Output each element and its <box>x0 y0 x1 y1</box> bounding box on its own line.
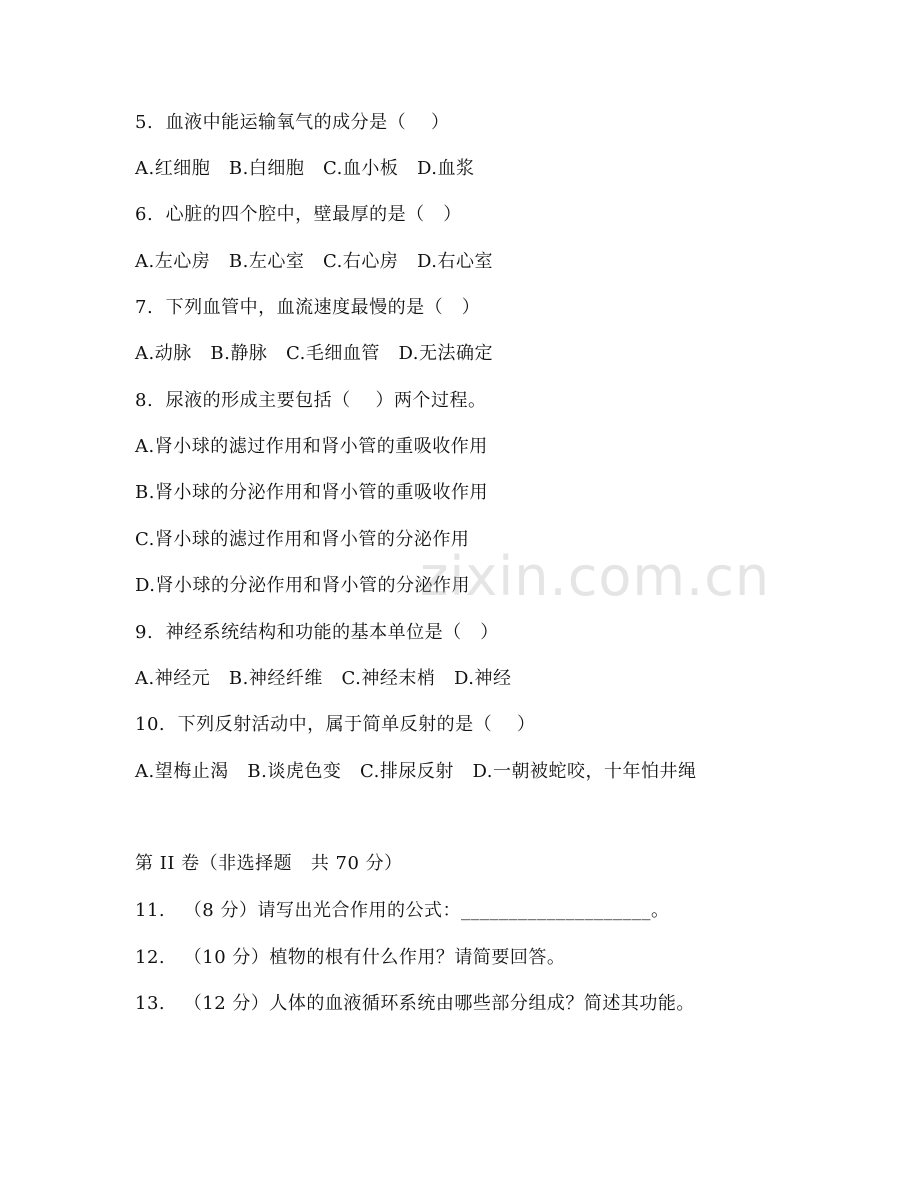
question-5-stem: 5. 血液中能运输氧气的成分是（ ） <box>135 112 450 133</box>
question-8-option-a: A.肾小球的滤过作用和肾小管的重吸收作用 <box>135 436 488 457</box>
question-6-options: A.左心房 B.左心室 C.右心房 D.右心室 <box>135 251 494 272</box>
question-8-stem: 8. 尿液的形成主要包括（ ）两个过程。 <box>135 390 487 411</box>
question-9-stem: 9. 神经系统结构和功能的基本单位是（ ） <box>135 622 499 643</box>
question-12: 12. （10 分）植物的根有什么作用？请简要回答。 <box>135 947 566 968</box>
question-6-stem: 6. 心脏的四个腔中，壁最厚的是（ ） <box>135 204 462 225</box>
question-5-options: A.红细胞 B.白细胞 C.血小板 D.血浆 <box>135 158 475 179</box>
watermark: zixin.com.cn <box>420 545 771 608</box>
section-2-title: 第 II 卷（非选择题 共 70 分） <box>135 853 403 874</box>
question-10-options: A.望梅止渴 B.谈虎色变 C.排尿反射 D.一朝被蛇咬，十年怕井绳 <box>135 761 697 782</box>
question-10-stem: 10. 下列反射活动中，属于简单反射的是（ ） <box>135 714 536 735</box>
question-11: 11. （8 分）请写出光合作用的公式：____________________。 <box>135 900 670 921</box>
question-8-option-c: C.肾小球的滤过作用和肾小管的分泌作用 <box>135 529 470 550</box>
question-13: 13. （12 分）人体的血液循环系统由哪些部分组成？简述其功能。 <box>135 993 695 1014</box>
question-7-stem: 7. 下列血管中，血流速度最慢的是（ ） <box>135 297 481 318</box>
question-8-option-b: B.肾小球的分泌作用和肾小管的重吸收作用 <box>135 482 488 503</box>
question-7-options: A.动脉 B.静脉 C.毛细血管 D.无法确定 <box>135 343 494 364</box>
question-8-option-d: D.肾小球的分泌作用和肾小管的分泌作用 <box>135 575 471 596</box>
question-9-options: A.神经元 B.神经纤维 C.神经末梢 D.神经 <box>135 668 512 689</box>
